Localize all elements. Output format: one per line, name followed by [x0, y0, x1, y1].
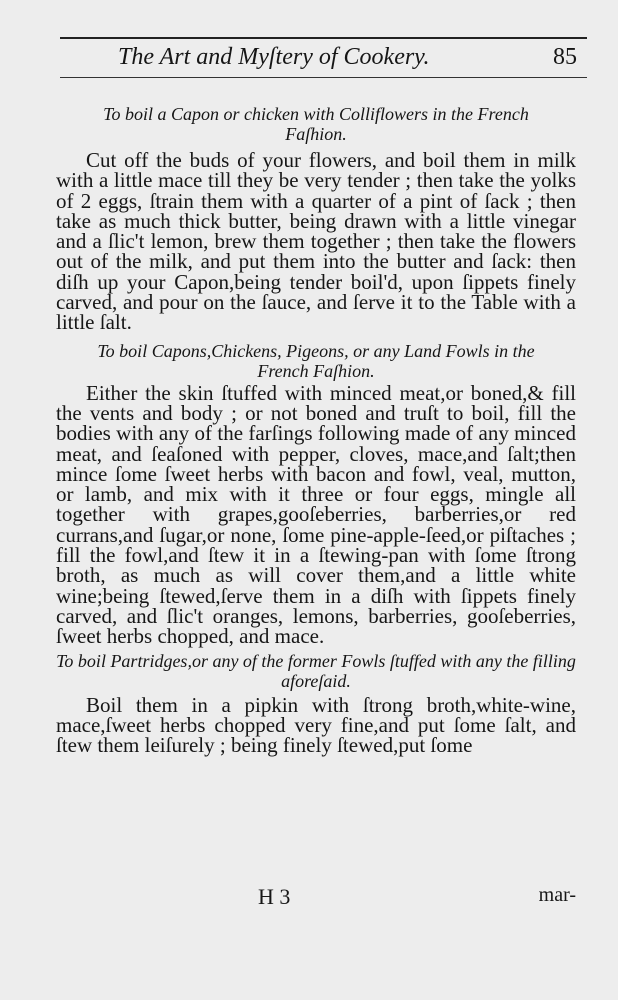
running-head — [60, 42, 587, 74]
running-title: The Art and Myſtery of Cookery. — [118, 44, 430, 70]
recipe-text — [56, 104, 576, 758]
recipe-body-capon-colliflowers: Cut off the buds of your flowers, and boil them in milk with a little mace till they be very tender ; then take the yolks of 2 eggs, ſtrain them with a quarter of a pint of ſack ; then take as much thick butter, being drawn with a little vinegar and a ſlic't lemon, brew them together ; then take the flowers out of the milk, and put them into the butter and ſack: then diſh up your Capon,being tender boil'd, upon ſippets finely carved, and pour on the ſauce, and ſerve it to the Table with a little ſalt. — [56, 148, 576, 335]
page-number: 85 — [553, 44, 577, 70]
recipe-body-partridges: Boil them in a pipkin with ſtrong broth,white-wine, mace,ſweet herbs chopped very fine,and put ſome ſalt, and ſtew them leiſurely ; being finely ſtewed,put ſome — [56, 692, 576, 758]
signature-mark: H 3 — [258, 884, 291, 909]
recipe-heading-partridges: To boil Partridges,or any of the former Fowls ſtuffed with any the filling aforeſaid. — [56, 650, 576, 691]
recipe-body-capons-french: Either the skin ſtuffed with minced meat,or boned,& fill the vents and body ; or not boned and truſt to boil, fill the bodies with any of the farſings following made of any minced meat, and ſeaſoned with pepper, cloves, mace,and ſalt;then mince ſome ſweet herbs with bacon and fowl, veal, mutton, or lamb, and mix with it three or four eggs, mingle all together with grapes,gooſeberries, barberries,or red currans,and ſugar,or none, ſome pine-apple-ſeed,or piſtaches ; fill the fowl,and ſtew it in a ſtewing-pan with ſome ſtrong broth, as much as will cover them,and a little white wine;being ſtewed,ſerve them in a diſh with ſippets finely carved, and ſlic't oranges, lemons, barberries, gooſeberries, ſweet herbs chopped, and mace. — [56, 380, 576, 649]
header-rule-top — [60, 37, 587, 39]
recipe-heading-capon-colliflowers: To boil a Capon or chicken with Colliflowers in the French Faſhion. — [103, 104, 529, 144]
page-footer — [56, 884, 576, 912]
recipe-heading-capons-french: To boil Capons,Chickens, Pigeons, or any Land Fowls in the French Faſhion. — [97, 340, 535, 381]
header-rule-bottom — [60, 77, 587, 78]
catchword: mar- — [538, 884, 576, 906]
